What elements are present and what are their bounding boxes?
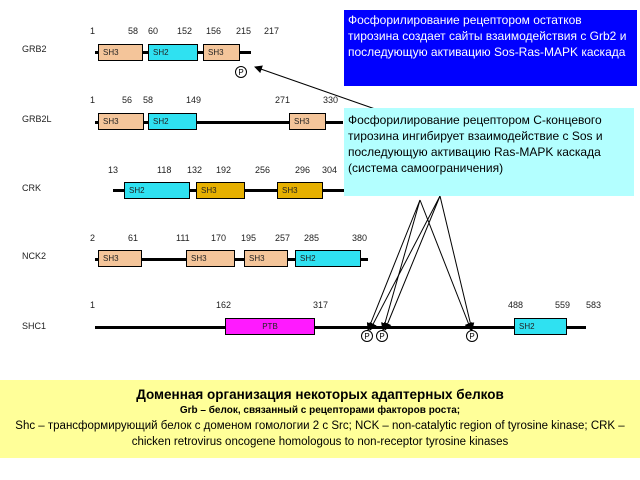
grb2-pos-152: 152 [177, 26, 193, 36]
grb2-sh3-domain-1: SH3 [98, 44, 143, 61]
grb2-pos-58: 58 [128, 26, 139, 36]
caption-box [0, 380, 640, 458]
grb2-pos-156: 156 [206, 26, 222, 36]
shc1-phospho-site-3: P [466, 330, 478, 342]
grb2-pos-1: 1 [90, 26, 96, 36]
shc1-pos-1: 1 [90, 300, 96, 310]
nck2-pos-195: 195 [241, 233, 257, 243]
grb2-pos-217: 217 [264, 26, 280, 36]
caption-description: Shc – трансформирующий белок с доменом гомологии 2 с Src; NCK – non-catalytic region of tyrosine kinase; CRK – chicken retrovirus oncogene homologous to non-receptor tyrosine kinases [15, 420, 625, 448]
crk-sh3-domain-2: SH3 [277, 182, 323, 199]
nck2-pos-111: 111 [176, 233, 190, 243]
nck2-pos-257: 257 [275, 233, 291, 243]
shc1-pos-162: 162 [216, 300, 232, 310]
arrow-cyan-to-shc1-p2 [385, 196, 440, 330]
nck2-pos-61: 61 [128, 233, 139, 243]
protein-label-shc1: SHC1 [22, 321, 47, 331]
grb2l-sh3-domain-1: SH3 [98, 113, 144, 130]
crk-pos-256: 256 [255, 165, 271, 175]
nck2-pos-380: 380 [352, 233, 368, 243]
crk-sh3-domain-1: SH3 [196, 182, 245, 199]
shc1-pos-559: 559 [555, 300, 571, 310]
grb2l-pos-56: 56 [122, 95, 133, 105]
nck2-sh3-domain-2: SH3 [186, 250, 235, 267]
crk-pos-13: 13 [108, 165, 119, 175]
grb2l-pos-1: 1 [90, 95, 96, 105]
grb2l-pos-149: 149 [186, 95, 202, 105]
grb2l-sh2-domain: SH2 [148, 113, 197, 130]
grb2l-sh3-domain-2: SH3 [289, 113, 326, 130]
shc1-phospho-site-1: P [361, 330, 373, 342]
protein-label-crk: CRK [22, 183, 42, 193]
grb2-sh2-domain: SH2 [148, 44, 198, 61]
shc1-pos-583: 583 [586, 300, 602, 310]
callout-cyan: Фосфорилирование рецептором C-концевого тирозина ингибирует взаимодействие с Sos и последующую активацию Ras-MAPK каскада (система самоограничения) [344, 108, 634, 196]
protein-label-grb2: GRB2 [22, 44, 47, 54]
shc1-pos-317: 317 [313, 300, 329, 310]
shc1-sh2-domain: SH2 [514, 318, 567, 335]
shc1-phospho-site-2: P [376, 330, 388, 342]
grb2l-pos-58: 58 [143, 95, 154, 105]
nck2-sh2-domain: SH2 [295, 250, 361, 267]
nck2-pos-170: 170 [211, 233, 227, 243]
crk-pos-132: 132 [187, 165, 203, 175]
grb2l-pos-330: 330 [323, 95, 339, 105]
shc1-ptb-domain: PTB [225, 318, 315, 335]
callout-blue: Фосфорилирование рецептором остатков тирозина создает сайты взаимодействия с Grb2 и последующую активацию Sos-Ras-MAPK каскада [344, 10, 637, 86]
grb2l-pos-271: 271 [275, 95, 291, 105]
crk-pos-192: 192 [216, 165, 232, 175]
grb2-sh3-domain-2: SH3 [203, 44, 240, 61]
crk-sh2-domain: SH2 [124, 182, 190, 199]
nck2-sh3-domain-1: SH3 [98, 250, 142, 267]
nck2-pos-2: 2 [90, 233, 96, 243]
caption-subtitle: Grb – белок, связанный с рецепторами факторов роста; [179, 405, 461, 416]
crk-pos-118: 118 [157, 165, 172, 175]
caption-title: Доменная организация некоторых адаптерных белков [136, 387, 504, 402]
protein-label-nck2: NCK2 [22, 251, 47, 261]
crk-pos-304: 304 [322, 165, 338, 175]
protein-label-grb2l: GRB2L [22, 114, 52, 124]
arrow-cyan-to-shc1-p1 [370, 196, 440, 330]
nck2-sh3-domain-3: SH3 [244, 250, 288, 267]
shc1-pos-488: 488 [508, 300, 524, 310]
arrow-to-shc1-p2 [383, 200, 420, 330]
grb2-pos-215: 215 [236, 26, 252, 36]
grb2-pos-60: 60 [148, 26, 159, 36]
crk-pos-296: 296 [295, 165, 311, 175]
nck2-pos-285: 285 [304, 233, 320, 243]
grb2-phospho-site: P [235, 66, 247, 78]
